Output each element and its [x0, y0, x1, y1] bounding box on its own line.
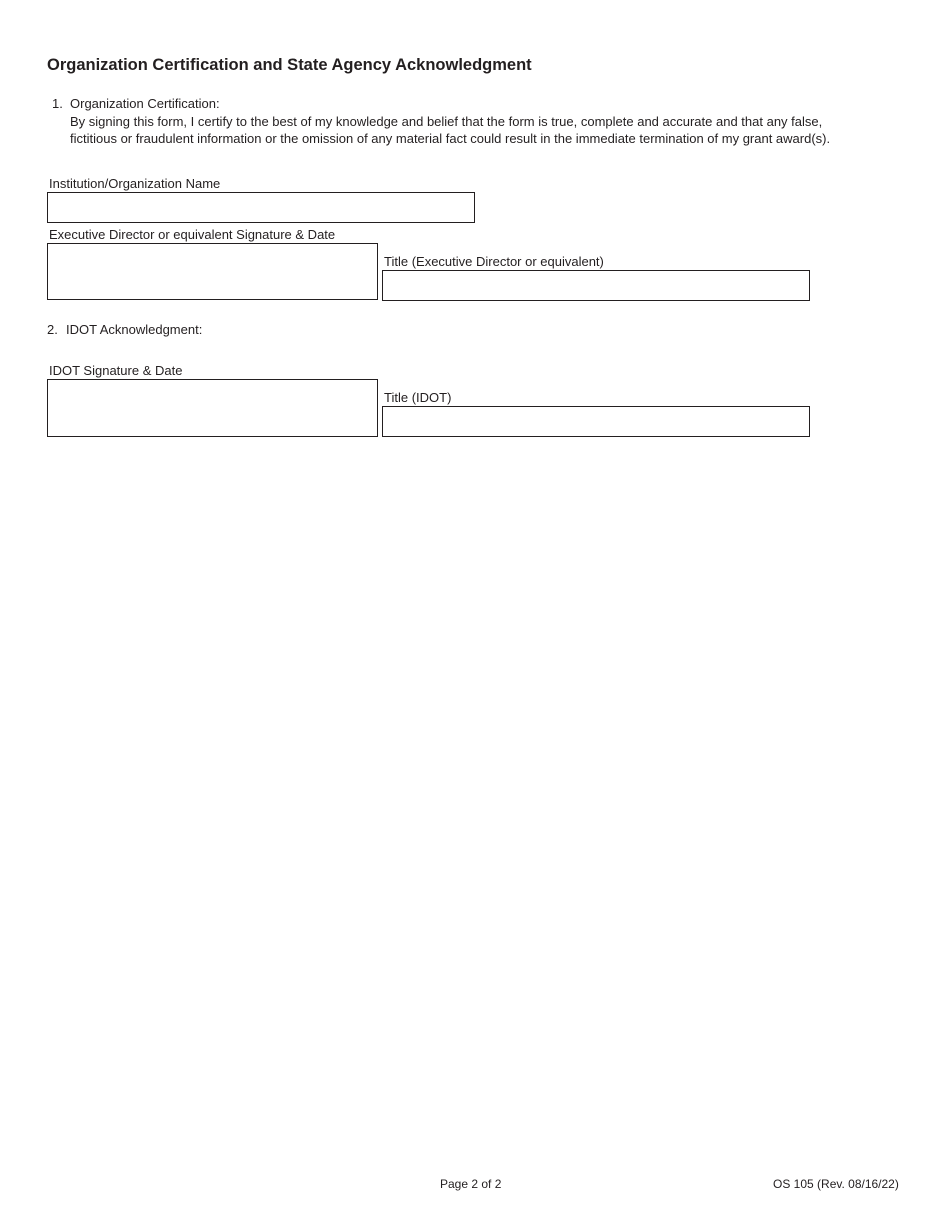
- page-title: Organization Certification and State Agency Acknowledgment: [47, 56, 532, 74]
- idot-signature-label: IDOT Signature & Date: [49, 363, 183, 378]
- exec-signature-field[interactable]: [47, 243, 378, 300]
- idot-title-field[interactable]: [382, 406, 810, 437]
- org-name-field[interactable]: [47, 192, 475, 223]
- certification-statement: By signing this form, I certify to the best of my knowledge and belief that the form is true, complete and accurate and that any false, fictitious or fraudulent information or the omission of any material fact could result in the immediate termination of my grant award(s).: [70, 114, 831, 146]
- exec-title-field[interactable]: [382, 270, 810, 301]
- page-number: Page 2 of 2: [440, 1177, 502, 1191]
- section-1-title: Organization Certification:: [70, 96, 220, 111]
- section-2-title: IDOT Acknowledgment:: [66, 322, 203, 337]
- exec-signature-label: Executive Director or equivalent Signature & Date: [49, 227, 336, 242]
- section-1-number: 1.: [52, 96, 63, 111]
- org-name-label: Institution/Organization Name: [49, 176, 221, 191]
- form-id: OS 105 (Rev. 08/16/22): [773, 1177, 899, 1191]
- idot-title-label: Title (IDOT): [384, 390, 452, 405]
- exec-title-label: Title (Executive Director or equivalent): [384, 254, 604, 269]
- idot-signature-field[interactable]: [47, 379, 378, 437]
- section-2-number: 2.: [47, 322, 58, 337]
